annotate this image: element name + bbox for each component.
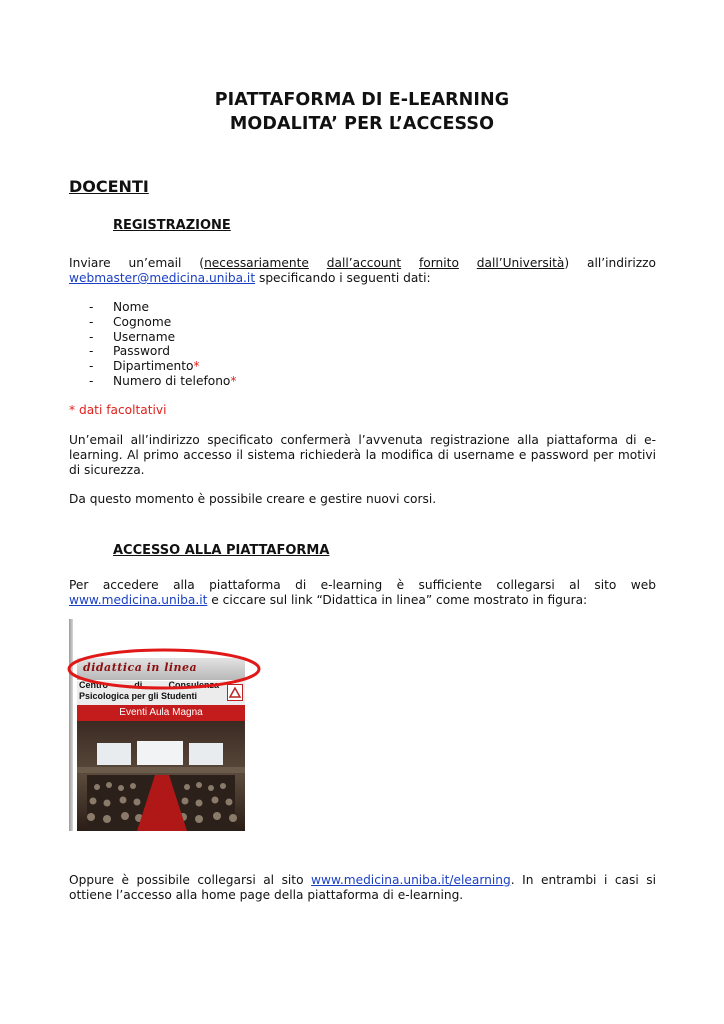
required-fields-list (89, 300, 236, 389)
intro-word: Inviare (69, 256, 111, 270)
webmaster-email-link[interactable]: webmaster@medicina.uniba.it (69, 271, 256, 285)
optional-fields-note: * dati facoltativi (69, 403, 167, 417)
registration-intro-tail: specificando i seguenti dati: (255, 271, 431, 285)
list-item-label: Numero di telefono (113, 373, 231, 388)
access-word: sufficiente (418, 578, 482, 592)
intro-word: dall’account (326, 256, 402, 270)
list-item (89, 300, 236, 315)
access-word: sito (594, 578, 617, 592)
intro-word: (necessariamente (199, 256, 309, 270)
subsection-heading-registrazione: REGISTRAZIONE (113, 218, 231, 233)
registration-intro-line2 (69, 271, 656, 286)
access-paragraph-tail: e ciccare sul link “Didattica in linea” come mostrato in figura: (207, 593, 588, 607)
centro-word: di (134, 680, 143, 690)
confirmation-paragraph: Un’email all’indirizzo specificato confermerà l’avvenuta registrazione alla piattaforma di e-learning. Al primo accesso il sistema richiederà la modifica di username e password per motivi di sicurezza. (69, 433, 656, 477)
list-item-label: Nome (113, 300, 149, 314)
medicina-site-link[interactable]: www.medicina.uniba.it (69, 593, 208, 607)
elearning-site-link[interactable]: www.medicina.uniba.it/elearning (311, 873, 511, 887)
access-paragraph-line2 (69, 593, 656, 608)
list-item (89, 374, 236, 389)
alternative-access-post: . In entrambi i casi si ottiene l’accesso alla home page della piattaforma di e-learning. (69, 873, 656, 902)
intro-word: all’indirizzo (586, 256, 656, 270)
list-item-label: Cognome (113, 314, 172, 329)
section-heading-docenti: DOCENTI (69, 177, 149, 196)
access-word: Per (69, 578, 89, 592)
list-dash: - (89, 359, 94, 374)
list-item-label: Username (113, 329, 176, 344)
access-word: web (630, 578, 656, 592)
alternative-access-pre: Oppure è possibile collegarsi al sito (69, 873, 312, 887)
page-subtitle: MODALITA’ PER L’ACCESSO (229, 114, 495, 134)
list-item (89, 344, 236, 359)
page-title: PIATTAFORMA DI E-LEARNING (214, 90, 510, 110)
alternative-access-paragraph (69, 873, 656, 903)
access-word: piattaforma (209, 578, 281, 592)
access-paragraph (69, 578, 656, 608)
list-dash: - (89, 314, 94, 329)
centro-word: Consulenza (168, 680, 219, 690)
create-courses-paragraph: Da questo momento è possibile creare e gestire nuovi corsi. (69, 492, 437, 506)
list-item (89, 315, 236, 330)
eventi-aula-magna-bar[interactable]: Eventi Aula Magna (77, 705, 245, 721)
access-word: e-learning (320, 578, 383, 592)
intro-word: un’email (128, 256, 182, 270)
list-item-label: Password (113, 344, 170, 359)
intro-word: fornito (419, 256, 459, 270)
access-word: accedere (102, 578, 159, 592)
registration-intro-line1 (69, 256, 656, 271)
list-dash: - (89, 329, 94, 344)
list-dash: - (89, 300, 94, 314)
access-word: alla (173, 578, 195, 592)
didattica-banner-text: didattica in linea (83, 661, 198, 674)
intro-word: dall’Università) (476, 256, 570, 270)
list-item (89, 330, 236, 345)
list-item (89, 359, 236, 374)
access-word: è (396, 578, 405, 592)
list-dash: - (89, 373, 94, 388)
subsection-heading-accesso: ACCESSO ALLA PIATTAFORMA (113, 543, 330, 558)
highlight-ellipse (66, 647, 266, 691)
list-dash: - (89, 344, 94, 359)
centro-line2: Psicologica per gli Studenti (79, 691, 198, 701)
optional-star: * (230, 373, 237, 388)
access-word: al (569, 578, 580, 592)
aula-magna-photo (77, 721, 245, 831)
access-word: di (295, 578, 307, 592)
optional-star: * (193, 359, 200, 374)
registration-intro (69, 256, 656, 286)
centro-word: Centro (79, 680, 108, 690)
access-paragraph-line1 (69, 578, 656, 593)
list-item-label: Dipartimento (113, 359, 194, 374)
access-word: collegarsi (496, 578, 555, 592)
